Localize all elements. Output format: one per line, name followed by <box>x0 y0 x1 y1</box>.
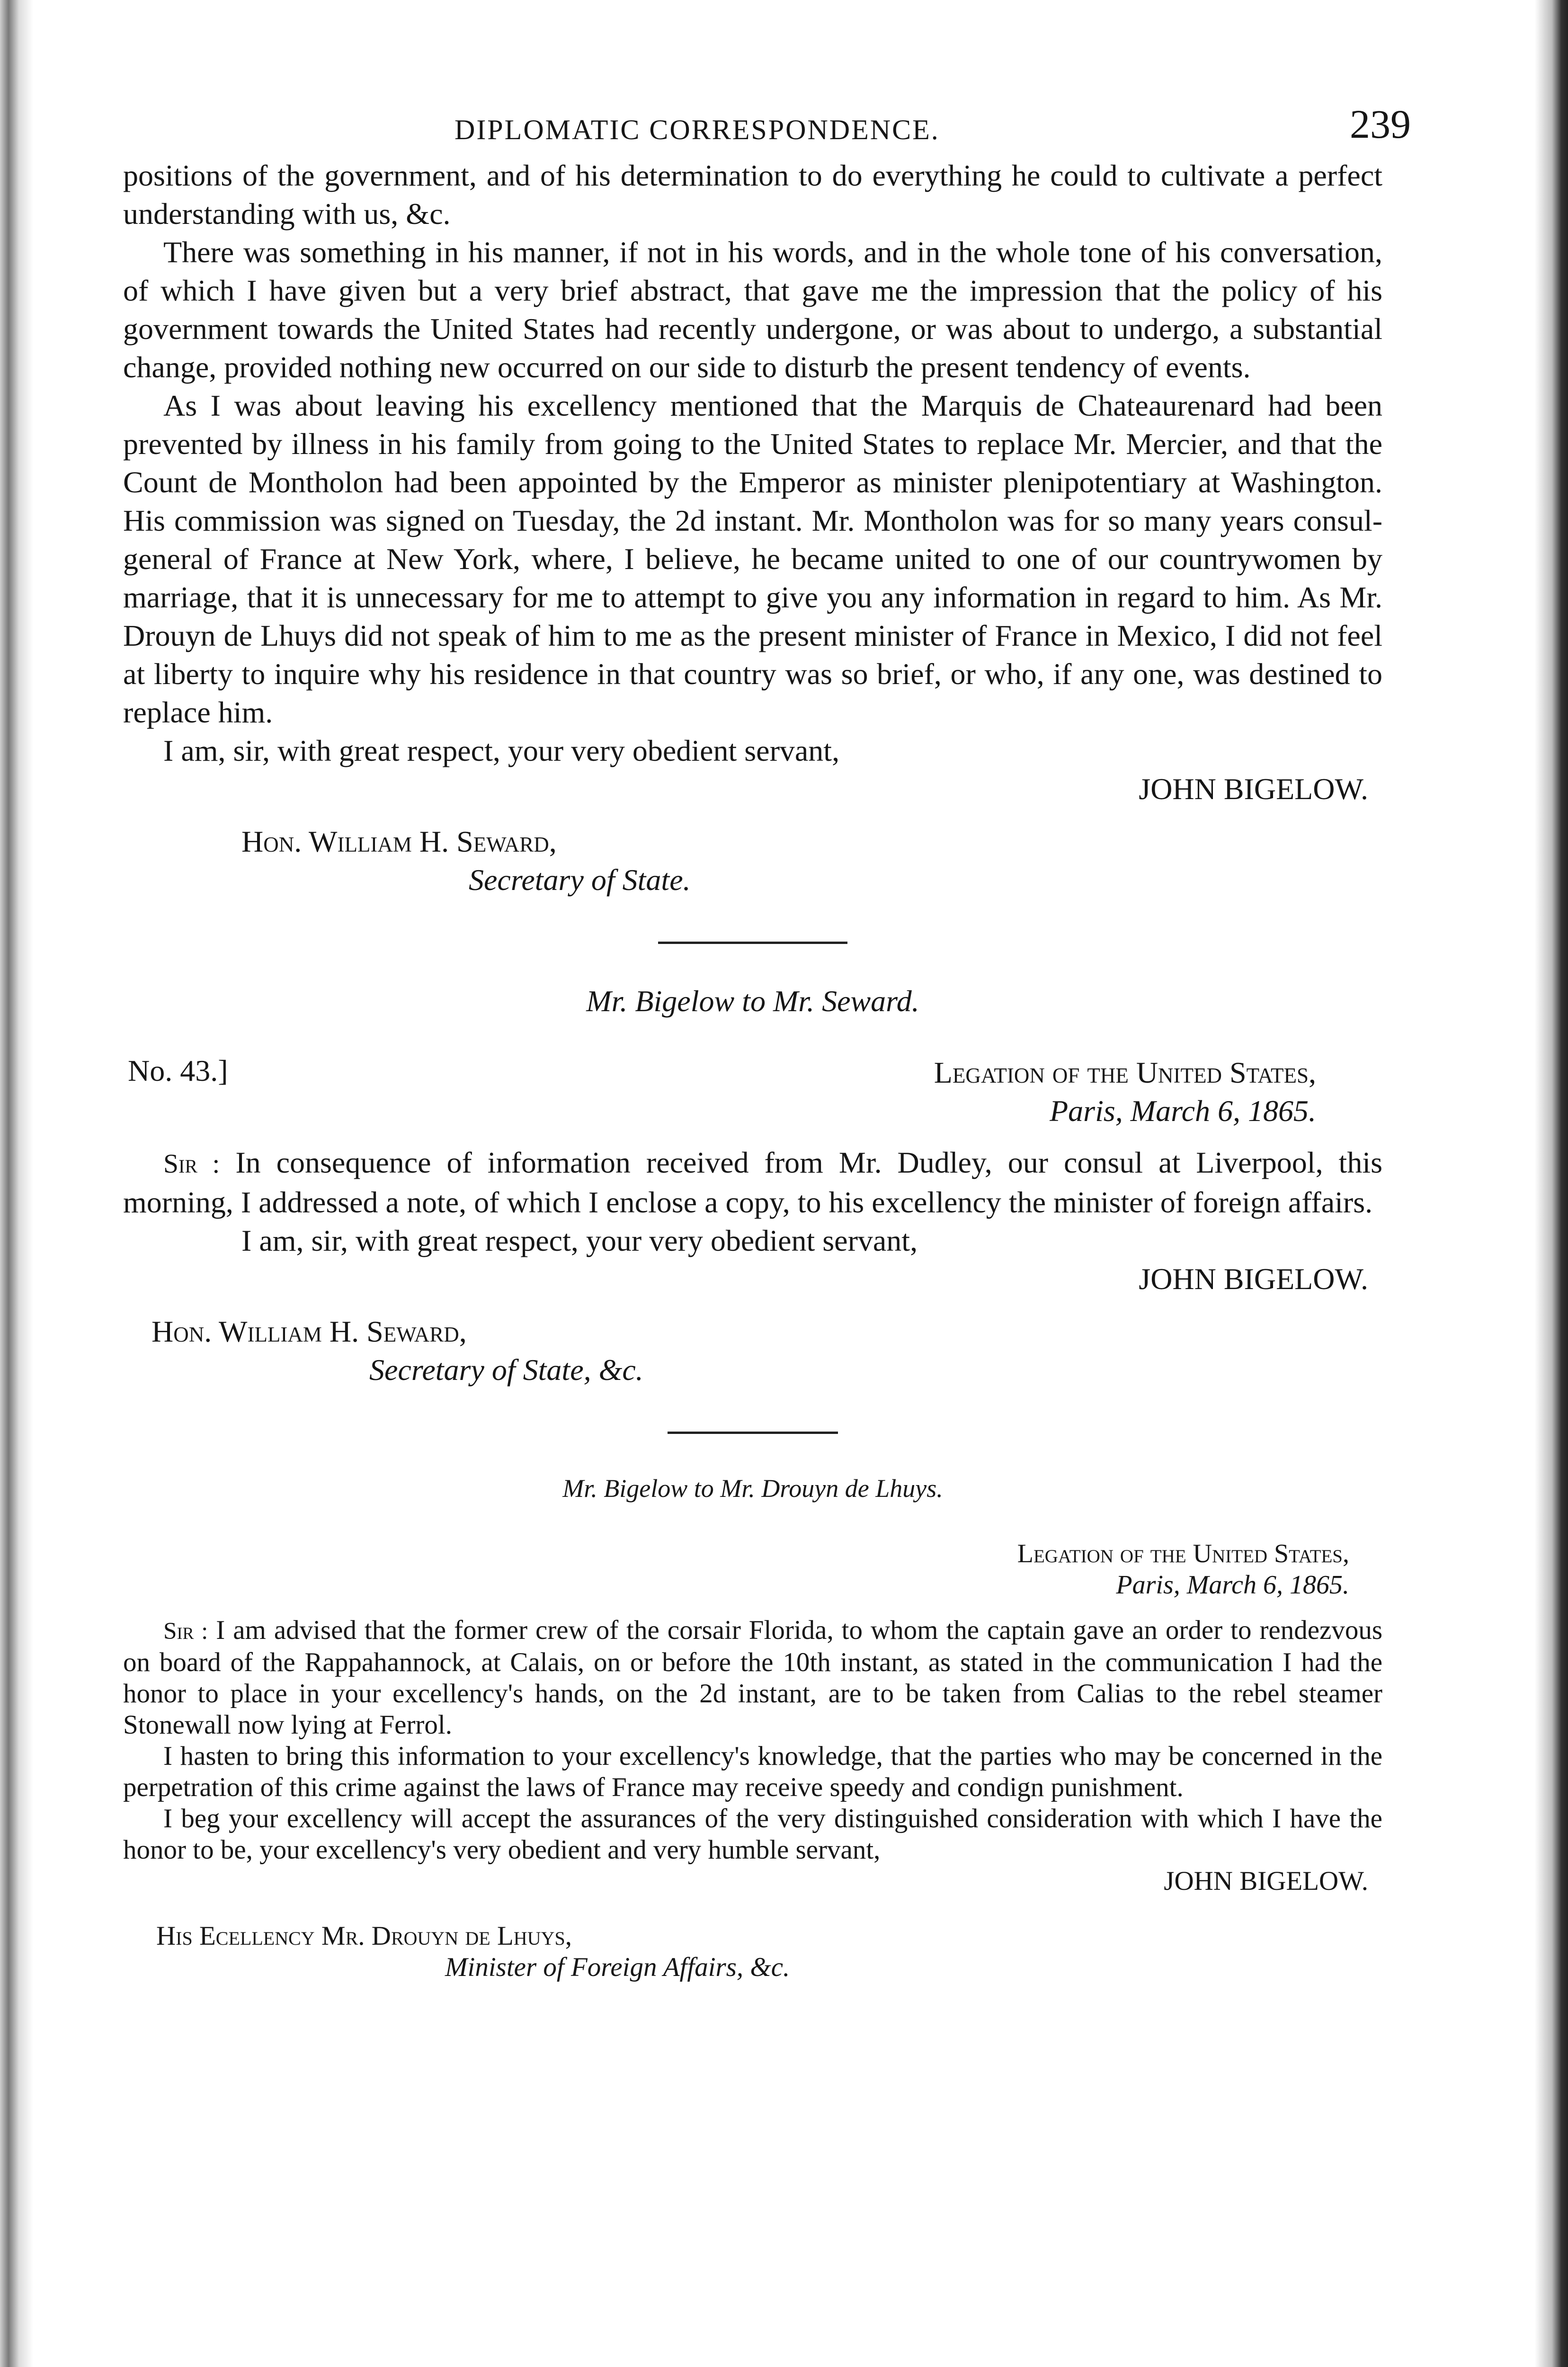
section-divider <box>658 942 847 944</box>
addressee-name <box>123 1921 1382 1952</box>
letter-title: Mr. Bigelow to Mr. Seward. <box>586 984 919 1018</box>
addressee-name-text: His Ecellency Mr. Drouyn de Lhuys, <box>156 1921 572 1951</box>
paragraph: As I was about leaving his excellency mentioned that the Marquis de Chateaurenard had been prevented by illness in his family from going to the United States to replace Mr. Mercier, and that the Count de Montholon had been appointed by the Emperor as minister plenipotentiary at Washington. His commission was signed on Tuesday, the 2d instant. Mr. Montholon was for so many years consul-general of France at New York, where, I believe, he became united to one of our countrywomen by marriage, that it is unnecessary for me to attempt to give you any information in regard to him. As Mr. Drouyn de Lhuys did not speak of him to me as the present minister of France in Mexico, I did not feel at liberty to inquire why his residence in that country was so brief, or who, if any one, was destined to replace him. <box>123 389 1382 729</box>
salutation: Sir : <box>163 1149 220 1179</box>
signature: JOHN BIGELOW. <box>1164 1866 1368 1896</box>
legation-name: Legation of the United States, <box>934 1056 1316 1089</box>
section-divider <box>668 1432 838 1434</box>
addressee-name <box>123 822 1382 861</box>
letter-number: No. 43.] <box>128 1054 228 1087</box>
legation-block <box>934 1053 1316 1130</box>
legation-name: Legation of the United States, <box>1017 1539 1349 1568</box>
paragraph <box>123 1143 1382 1221</box>
letter-meta <box>123 1053 1382 1129</box>
signature: JOHN BIGELOW. <box>1139 772 1368 806</box>
closing: I am, sir, with great respect, your very obedient servant, <box>241 1224 918 1257</box>
paragraph: positions of the government, and of his determination to do everything he could to cultivate a perfect understanding with us, &c. <box>123 159 1382 231</box>
page-edge-left <box>0 0 33 2367</box>
letter-title: Mr. Bigelow to Mr. Drouyn de Lhuys. <box>562 1474 943 1503</box>
body-text: I am advised that the former crew of the corsair Florida, to whom the captain gave an order to rendezvous on board of the Rappahannock, at Calais, on or before the 10th instant, as stated in the communication I had the honor to place in your excellency's hands, on the 2d instant, are to be taken from Calias to the rebel steamer Stonewall now lying at Ferrol. <box>123 1615 1383 1740</box>
body-text: In consequence of information received from Mr. Dudley, our consul at Liverpool, this morning, I addressed a note, of which I enclose a copy, to his excellency the minister of foreign affairs. <box>123 1146 1382 1219</box>
addressee-title: Minister of Foreign Affairs, &c. <box>445 1952 790 1982</box>
legation-block <box>123 1538 1382 1601</box>
letter-continued <box>123 156 1382 899</box>
paragraph: There was something in his manner, if not in his words, and in the whole tone of his conversation, of which I have given but a very brief abstract, that gave me the impression that the policy of his government towards the United States had recently undergone, or was about to undergo, a substantial change, provided nothing new occurred on our side to disturb the present tendency of events. <box>123 235 1382 384</box>
page-number: 239 <box>1350 101 1411 147</box>
signature: JOHN BIGELOW. <box>1139 1262 1368 1296</box>
salutation: Sir : <box>163 1618 208 1645</box>
paragraph: I hasten to bring this information to your excellency's knowledge, that the parties who may be concerned in the perpetration of this crime against the laws of France may receive speedy and condign punishment. <box>123 1741 1382 1802</box>
addressee-name-text: Hon. William H. Seward, <box>241 825 557 858</box>
addressee-title: Secretary of State, &c. <box>369 1353 643 1387</box>
addressee-name <box>123 1312 1382 1351</box>
letter-enclosure <box>123 1472 1382 1983</box>
paragraph: I beg your excellency will accept the assurances of the very distinguished consideration with which I have the honor to be, your excellency's very obedient and very humble servant, <box>123 1804 1382 1865</box>
page-header <box>123 95 1411 156</box>
page-edge-right <box>1535 0 1568 2367</box>
letter-date: Paris, March 6, 1865. <box>1050 1094 1316 1128</box>
closing: I am, sir, with great respect, your very obedient servant, <box>163 734 840 767</box>
document-page <box>123 95 1411 1983</box>
paragraph <box>123 1615 1382 1741</box>
addressee-title: Secretary of State. <box>469 863 691 897</box>
letter-date: Paris, March 6, 1865. <box>1116 1570 1349 1600</box>
addressee-name-text: Hon. William H. Seward, <box>151 1315 467 1348</box>
running-head: DIPLOMATIC CORRESPONDENCE. <box>454 114 940 145</box>
letter-seward <box>123 982 1382 1389</box>
